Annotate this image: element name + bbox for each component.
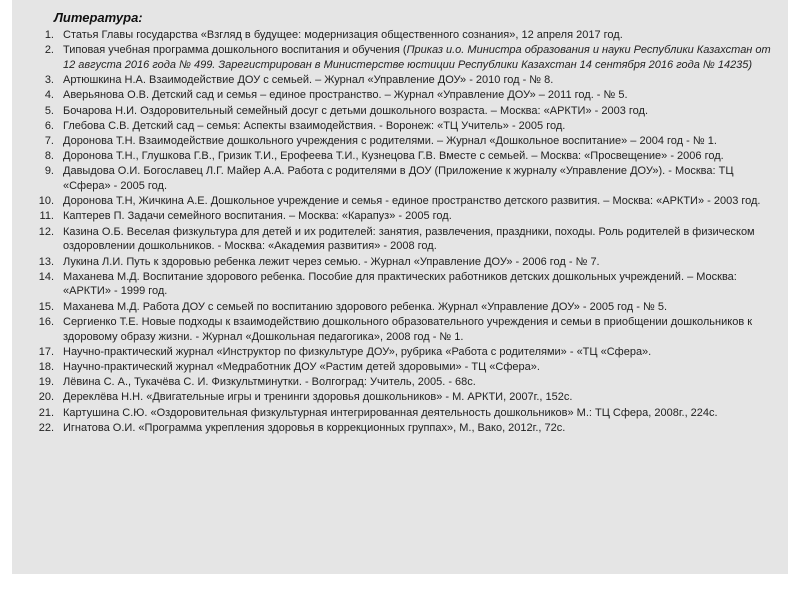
reference-text-main: Научно-практический журнал «Медработник ДОУ «Растим детей здоровыми» - ТЦ «Сфера». <box>63 360 540 373</box>
reference-item <box>30 375 782 390</box>
reference-number: 6. <box>44 119 54 132</box>
reference-text <box>63 271 737 298</box>
reference-number: 4. <box>44 89 54 102</box>
reference-text-main: Дереклёва Н.Н. «Двигательные игры и тренинги здоровья дошкольников» - М. АРКТИ, 2007г., 152с. <box>63 391 573 404</box>
reference-item <box>30 164 782 193</box>
reference-item <box>30 134 782 149</box>
reference-text <box>63 150 724 162</box>
reference-text-main: Лёвина С. А., Тукачёва С. И. Физкультминутки. - Волгоград: Учитель, 2005. - 68с. <box>63 376 476 389</box>
reference-number: 14. <box>38 270 54 283</box>
reference-item <box>30 360 782 375</box>
reference-text-main: Научно-практический журнал «Инструктор по физкультуре ДОУ», рубрика «Работа с родителями» - «ТЦ «Сфера». <box>63 345 652 358</box>
reference-text-main: Бочарова Н.И. Оздоровительный семейный досуг с детьми дошкольного возраста. – Москва: «АРКТИ» - 2003 год. <box>63 104 648 117</box>
reference-text-main: Артюшкина Н.А. Взаимодействие ДОУ с семьей. – Журнал «Управление ДОУ» - 2010 год - № 8. <box>63 74 554 87</box>
page-margin <box>0 574 800 600</box>
reference-text-main: Маханева М.Д. Воспитание здорового ребенка. Пособие для практических работников детских дошкольных учреждений. – Москва: «АРКТИ» - 1999 год. <box>63 270 737 298</box>
reference-item <box>30 104 782 119</box>
reference-text <box>63 391 572 403</box>
reference-item <box>30 315 782 344</box>
reference-number: 11. <box>39 210 54 223</box>
reference-text-main: Игнатова О.И. «Программа укрепления здоровья в коррекционных группах», М., Вако, 2012г., 72с. <box>63 421 566 434</box>
reference-number: 21. <box>38 406 54 419</box>
reference-number: 9. <box>44 165 54 178</box>
reference-text <box>63 74 553 86</box>
reference-item <box>30 345 782 360</box>
reference-item <box>30 255 782 270</box>
reference-text-main: Доронова Т.Н, Жичкина А.Е. Дошкольное учреждение и семья - единое пространство детского развития. – Москва: «АРКТИ» - 2003 год. <box>63 195 761 208</box>
reference-item <box>30 88 782 103</box>
reference-text-main: Маханева М.Д. Работа ДОУ с семьей по воспитанию здорового ребенка. Журнал «Управление ДОУ» - 2005 год - № 5. <box>63 300 668 313</box>
reference-text <box>63 120 565 132</box>
reference-number: 16. <box>38 315 54 328</box>
reference-text <box>63 316 752 343</box>
heading: Литература: <box>54 10 143 25</box>
reference-text-main: Сергиенко Т.Е. Новые подходы к взаимодействию дошкольного образовательного учреждения и семьи в приобщении дошкольников к здоровому образу жизни. - Журнал «Дошкольная педагогика», 2008 год - № 1. <box>63 315 753 343</box>
reference-item <box>30 270 782 299</box>
reference-number: 7. <box>44 134 54 147</box>
reference-number: 18. <box>38 360 54 373</box>
reference-text <box>63 165 733 192</box>
reference-item <box>30 194 782 209</box>
reference-text <box>63 44 771 71</box>
reference-text-main: Типовая учебная программа дошкольного воспитания и обучения ( <box>63 44 407 57</box>
slide <box>12 0 788 574</box>
reference-number: 19. <box>38 376 54 389</box>
reference-text-main: Доронова Т.Н. Взаимодействие дошкольного учреждения с родителями. – Журнал «Дошкольное воспитание» – 2004 год - № 1. <box>63 134 717 147</box>
reference-text-main: Лукина Л.И. Путь к здоровью ребенка лежит через семью. - Журнал «Управление ДОУ» - 2006 год - № 7. <box>63 255 600 268</box>
reference-text <box>63 301 667 313</box>
reference-text <box>63 89 628 101</box>
reference-number: 20. <box>38 391 54 404</box>
reference-text-italic: Приказ и.о. Министра образования и науки Республики Казахстан от 12 августа 2016 года № 499. Зарегистрирован в Министерстве юстиции Республики Казахстан 14 сентября 2016 года № 14235) <box>63 44 771 71</box>
reference-number: 22. <box>38 421 54 434</box>
reference-text <box>63 407 718 419</box>
reference-number: 12. <box>38 225 54 238</box>
reference-text <box>63 195 761 207</box>
reference-text <box>63 29 623 41</box>
reference-text <box>63 210 452 222</box>
reference-number: 10. <box>38 195 54 208</box>
reference-text-main: Глебова С.В. Детский сад – семья: Аспекты взаимодействия. - Воронеж: «ТЦ Учитель» - 2005 год. <box>63 119 566 132</box>
reference-text <box>63 226 755 253</box>
reference-item <box>30 149 782 164</box>
reference-item <box>30 406 782 421</box>
reference-text-main: Давыдова О.И. Богославец Л.Г. Майер А.А. Работа с родителями в ДОУ (Приложение к журналу «Управление ДОУ»). - Москва: ТЦ «Сфера» - 2005 год. <box>63 165 734 193</box>
reference-text <box>63 422 565 434</box>
reference-number: 5. <box>44 104 54 117</box>
reference-number: 1. <box>44 29 54 41</box>
reference-text <box>63 376 476 388</box>
reference-text-main: Аверьянова О.В. Детский сад и семья – единое пространство. – Журнал «Управление ДОУ» – 2011 год. - № 5. <box>63 89 628 102</box>
reference-number: 17. <box>38 345 54 358</box>
reference-item <box>30 73 782 88</box>
reference-number: 2. <box>44 44 54 57</box>
reference-number: 15. <box>38 300 54 313</box>
reference-item <box>30 119 782 134</box>
reference-item <box>30 225 782 254</box>
reference-list <box>30 28 782 436</box>
reference-number: 8. <box>44 150 54 163</box>
reference-text-main: Доронова Т.Н., Глушкова Г.В., Гризик Т.И., Ерофеева Т.И., Кузнецова Г.В. Вместе с семьей. – Москва: «Просвещение» - 2006 год. <box>63 150 724 163</box>
reference-text <box>63 361 540 373</box>
reference-item <box>30 28 782 43</box>
reference-item <box>30 43 782 72</box>
reference-text-main: Казина О.Б. Веселая физкультура для детей и их родителей: занятия, развлечения, праздники, походы. Роль родителей в физическом оздоровлении дошкольников. - Москва: «Академия развития» - 2008 год. <box>63 225 755 253</box>
reference-text <box>63 346 651 358</box>
reference-item <box>30 300 782 315</box>
reference-item <box>30 421 782 436</box>
reference-number: 13. <box>38 255 54 268</box>
reference-number: 3. <box>44 74 54 87</box>
reference-text <box>63 105 648 117</box>
reference-text-main: Каптерев П. Задачи семейного воспитания. – Москва: «Карапуз» - 2005 год. <box>63 210 452 223</box>
reference-item <box>30 390 782 405</box>
reference-text <box>63 135 717 147</box>
reference-item <box>30 209 782 224</box>
reference-text-main: Статья Главы государства «Взгляд в будущее: модернизация общественного сознания», 12 апреля 2017 год. <box>63 29 623 41</box>
reference-text-main: Картушина С.Ю. «Оздоровительная физкультурная интегрированная деятельность дошкольников» М.: ТЦ Сфера, 2008г., 224с. <box>63 406 718 419</box>
reference-text <box>63 256 600 268</box>
